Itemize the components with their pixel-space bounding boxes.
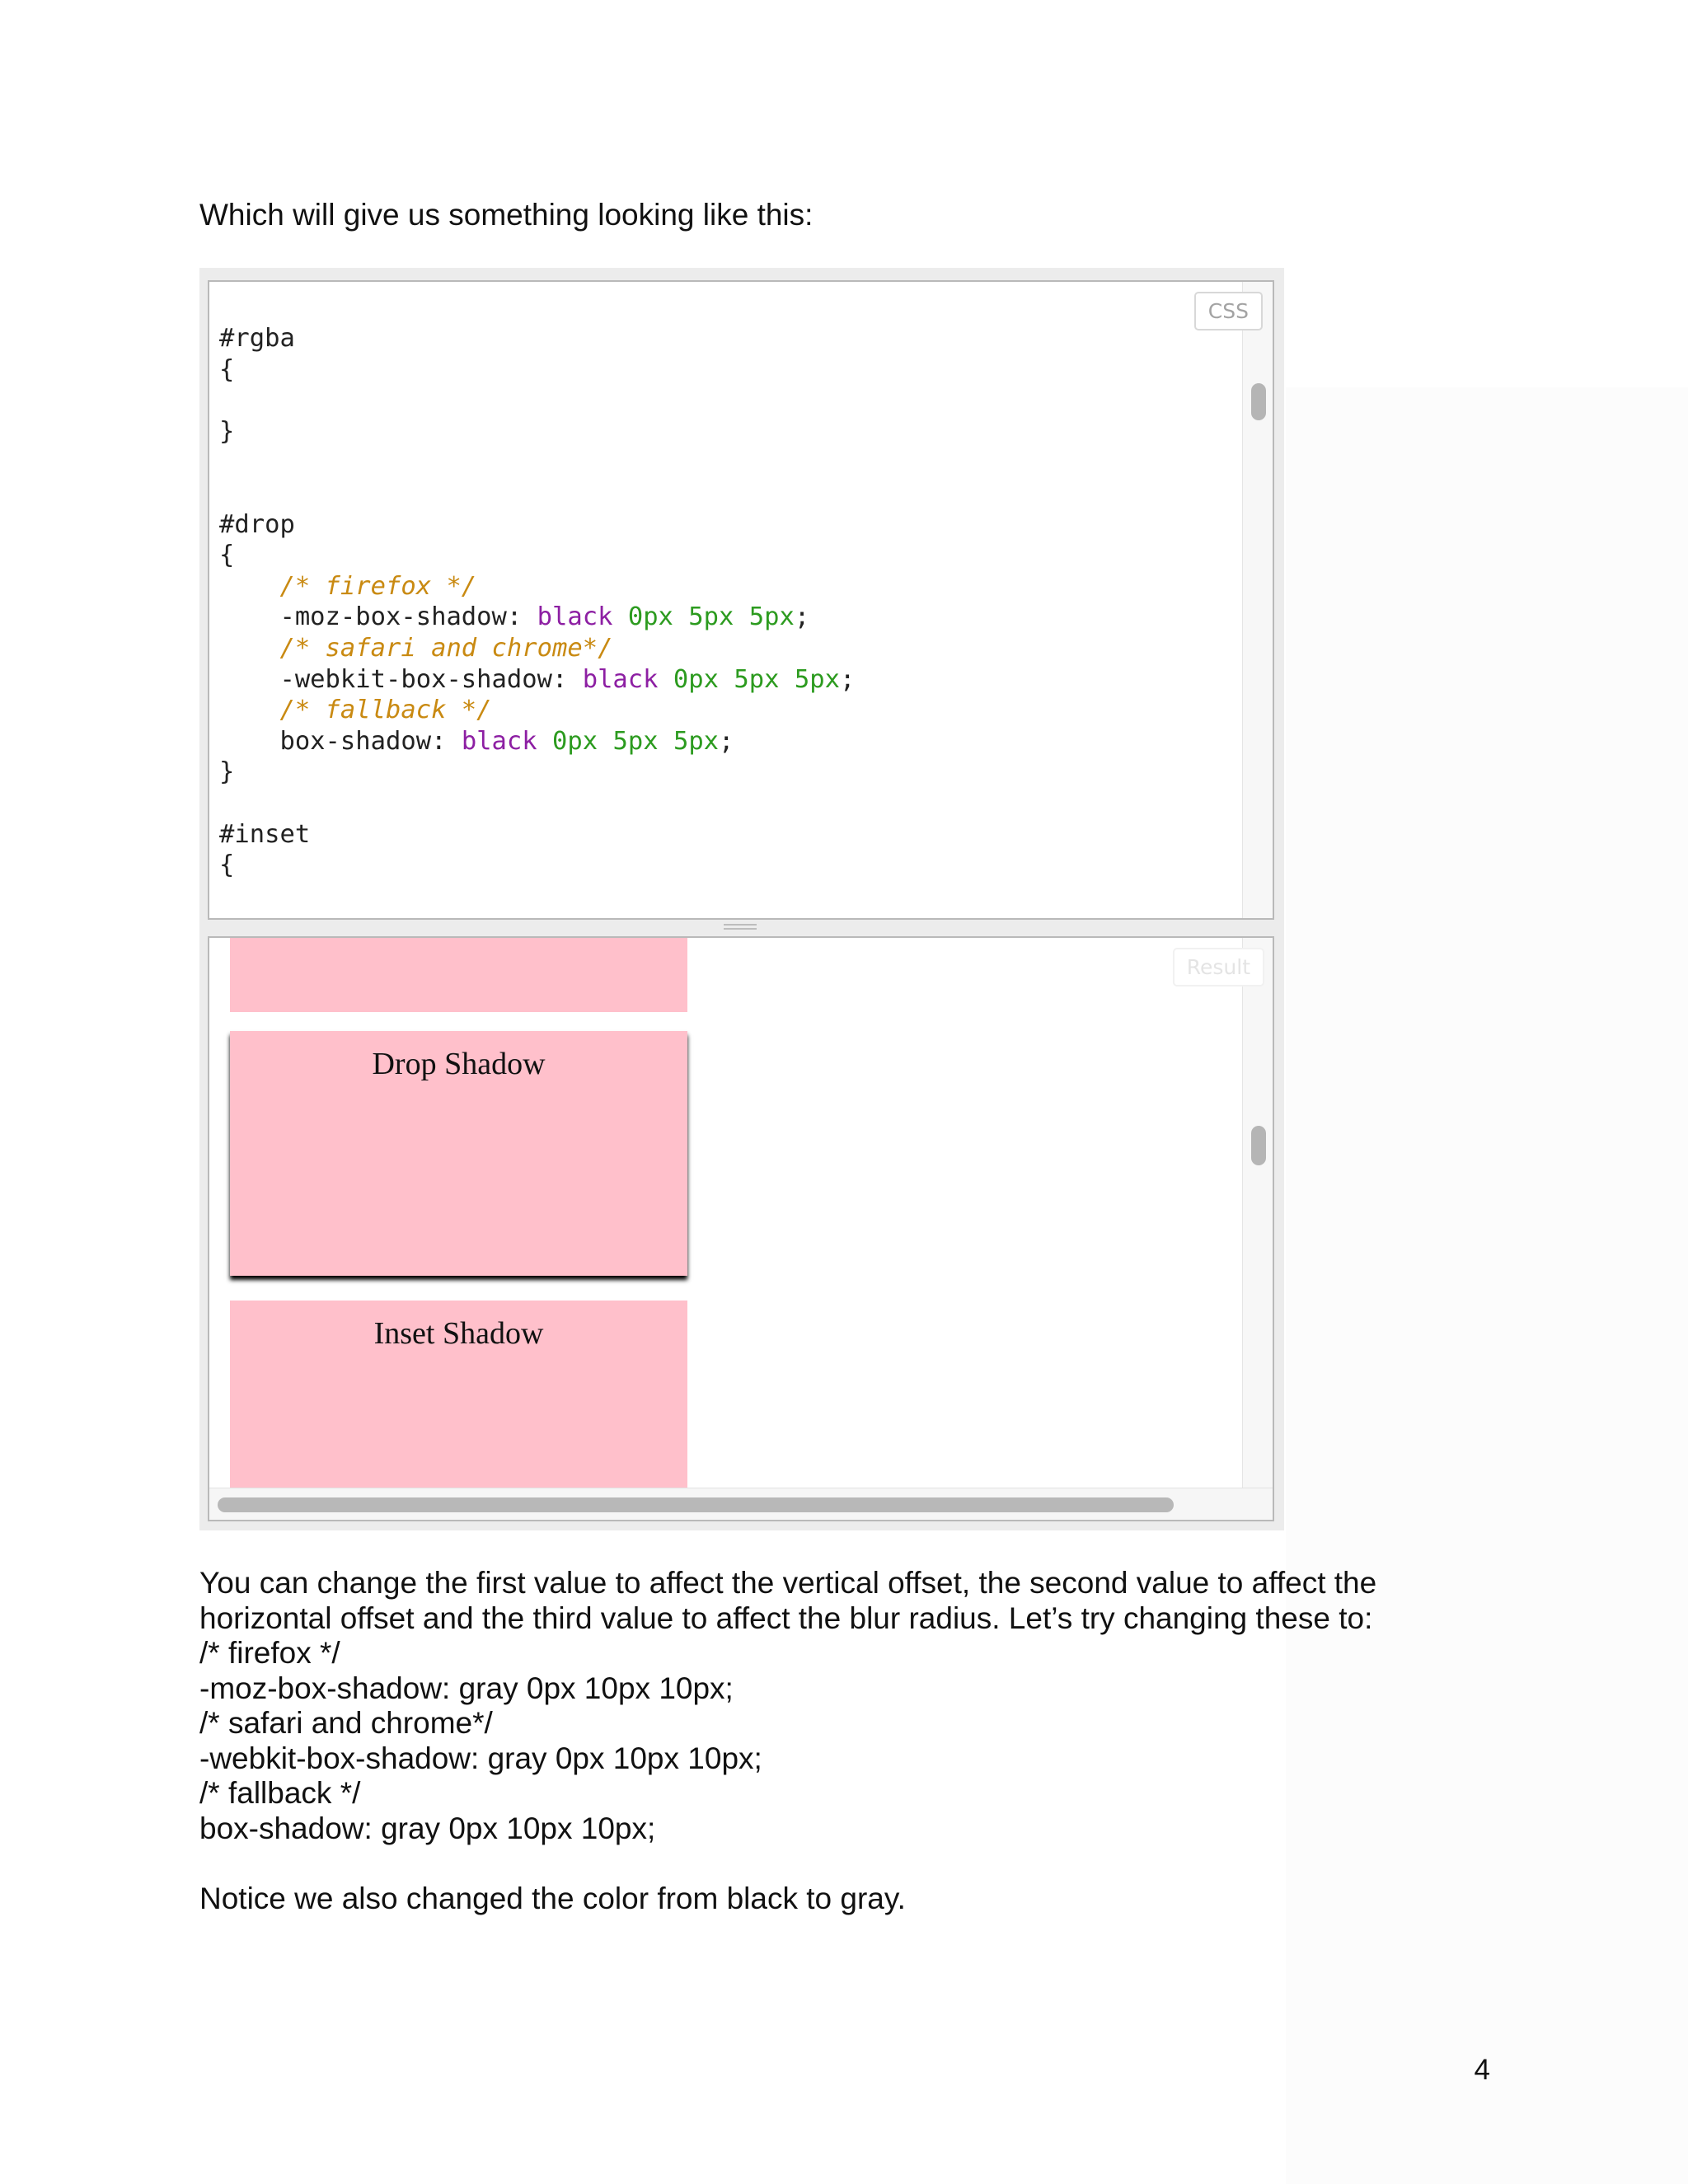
code-token xyxy=(734,602,748,631)
css-code-block xyxy=(219,323,855,881)
code-line xyxy=(219,478,855,509)
intro-text: Which will give us something looking like this: xyxy=(199,198,814,232)
code-token: } xyxy=(219,757,235,787)
code-token-num: 5px xyxy=(612,726,659,756)
body-line: Notice we also changed the color from black to gray. xyxy=(199,1881,906,1915)
css-panel xyxy=(208,280,1274,920)
body-line: horizontal offset and the third value to affect the blur radius. Let’s try changing these to: xyxy=(199,1601,1373,1635)
code-token xyxy=(612,602,627,631)
rgba-demo-box xyxy=(230,938,687,1012)
code-token-cm: /* safari and chrome*/ xyxy=(279,633,613,663)
code-line xyxy=(219,819,855,851)
code-token xyxy=(659,727,673,756)
code-token-num: 5px xyxy=(673,726,720,756)
code-token: { xyxy=(219,541,235,570)
body-line: -webkit-box-shadow: gray 0px 10px 10px; xyxy=(199,1741,762,1775)
code-token xyxy=(219,572,279,601)
code-token: { xyxy=(219,354,235,384)
code-line xyxy=(219,757,855,788)
code-line xyxy=(219,664,855,696)
result-horizontal-scrollbar-thumb[interactable] xyxy=(218,1497,1174,1512)
drop-shadow-label: Drop Shadow xyxy=(372,1047,546,1081)
css-scrollbar-thumb[interactable] xyxy=(1251,383,1266,420)
code-token xyxy=(673,602,688,631)
code-token-num: 5px xyxy=(794,664,840,694)
result-scrollbar-track[interactable] xyxy=(1242,938,1273,1488)
body-line: -moz-box-shadow: gray 0px 10px 10px; xyxy=(199,1671,734,1705)
code-token xyxy=(219,634,279,663)
code-token xyxy=(537,727,552,756)
code-line xyxy=(219,571,855,602)
result-panel xyxy=(208,936,1274,1521)
body-line: /* fallback */ xyxy=(199,1776,361,1810)
inset-shadow-label: Inset Shadow xyxy=(373,1316,544,1351)
body-line: /* safari and chrome*/ xyxy=(199,1706,493,1740)
code-line xyxy=(219,416,855,448)
code-token: -moz-box-shadow: xyxy=(219,602,537,632)
drop-shadow-box xyxy=(230,1031,687,1276)
code-token-kw: black xyxy=(537,602,613,632)
code-line xyxy=(219,788,855,819)
code-token xyxy=(659,665,673,694)
css-tab-label[interactable]: CSS xyxy=(1194,292,1263,330)
code-token-num: 5px xyxy=(748,602,795,632)
code-line xyxy=(219,602,855,633)
code-token xyxy=(598,727,612,756)
page-number: 4 xyxy=(1474,2054,1490,2086)
code-token-num: 0px xyxy=(552,726,598,756)
code-token: #inset xyxy=(219,819,311,849)
css-scrollbar-track[interactable] xyxy=(1242,282,1273,918)
code-token: } xyxy=(219,416,235,446)
panel-resize-handle[interactable] xyxy=(724,921,757,933)
jsfiddle-screenshot xyxy=(199,268,1284,1530)
code-line xyxy=(219,447,855,478)
code-line xyxy=(219,695,855,726)
code-token-kw: black xyxy=(582,664,659,694)
result-horizontal-scrollbar-track[interactable] xyxy=(209,1488,1273,1520)
code-line xyxy=(219,540,855,571)
code-token-num: 5px xyxy=(734,664,780,694)
code-token: box-shadow: xyxy=(219,726,462,756)
code-token-num: 0px xyxy=(627,602,673,632)
code-line xyxy=(219,323,855,354)
code-token: ; xyxy=(839,664,856,694)
code-line xyxy=(219,509,855,541)
code-line xyxy=(219,354,855,386)
code-token xyxy=(219,696,279,724)
code-token xyxy=(719,665,734,694)
code-line xyxy=(219,850,855,881)
code-token: -webkit-box-shadow: xyxy=(219,664,583,694)
result-tab-label[interactable]: Result xyxy=(1173,948,1264,987)
result-scrollbar-thumb[interactable] xyxy=(1251,1126,1266,1165)
code-token xyxy=(779,665,794,694)
body-line xyxy=(199,1846,1376,1882)
code-token-cm: /* fallback */ xyxy=(279,696,492,725)
code-token: #rgba xyxy=(219,324,295,353)
body-line: /* firefox */ xyxy=(199,1636,340,1670)
code-token: ; xyxy=(719,726,734,756)
inset-shadow-box xyxy=(230,1301,687,1492)
code-token: #drop xyxy=(219,509,295,539)
code-line xyxy=(219,385,855,416)
code-token-num: 0px xyxy=(673,664,719,694)
code-token-cm: /* firefox */ xyxy=(279,571,477,601)
body-line: You can change the first value to affect the vertical offset, the second value to affect the xyxy=(199,1566,1377,1600)
body-text xyxy=(199,1566,1376,1916)
code-token: ; xyxy=(794,602,810,632)
code-token-num: 5px xyxy=(688,602,734,632)
body-line: box-shadow: gray 0px 10px 10px; xyxy=(199,1811,656,1845)
code-token: { xyxy=(219,851,235,880)
code-line xyxy=(219,726,855,757)
code-token-kw: black xyxy=(461,726,537,756)
code-line xyxy=(219,633,855,664)
